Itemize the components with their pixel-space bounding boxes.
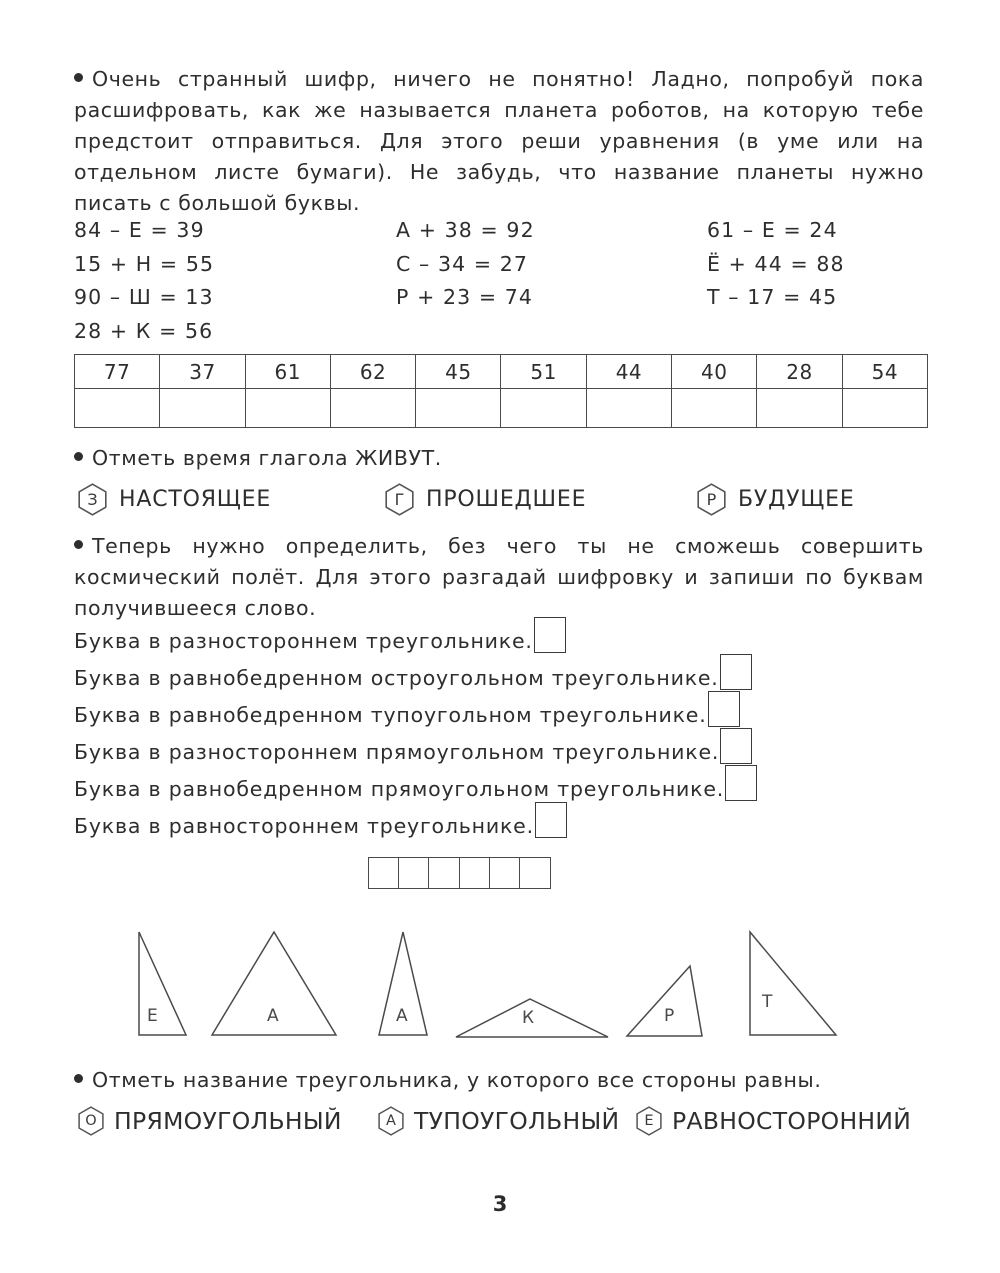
equation: 61 – Е = 24 xyxy=(707,218,838,242)
answer-cell[interactable] xyxy=(428,857,460,889)
equation: 28 + К = 56 xyxy=(74,318,214,343)
option-present[interactable] xyxy=(78,483,271,516)
triangle-label: Т xyxy=(762,992,773,1012)
hexagon-marker-icon[interactable] xyxy=(636,1106,662,1136)
option-past[interactable] xyxy=(385,483,586,516)
clue-line xyxy=(74,737,752,773)
equation: А + 38 = 92 xyxy=(396,218,535,242)
table-cell-answer[interactable] xyxy=(672,389,757,428)
option-label: ТУПОУГОЛЬНЫЙ xyxy=(414,1107,620,1135)
option-marker-letter: А xyxy=(386,1113,396,1129)
equations-column-1 xyxy=(74,214,214,348)
hexagon-marker-icon[interactable] xyxy=(78,483,107,516)
option-label: НАСТОЯЩЕЕ xyxy=(119,486,272,512)
equation: 84 – Е = 39 xyxy=(74,218,205,242)
triangle-r xyxy=(624,964,710,1040)
answer-cell[interactable] xyxy=(489,857,521,889)
table-cell-number: 77 xyxy=(75,355,160,389)
answer-cell[interactable] xyxy=(519,857,551,889)
clue-answer-box[interactable] xyxy=(708,691,740,727)
equations-column-3 xyxy=(707,214,845,315)
final-task-options xyxy=(78,1104,958,1138)
option-rectangular[interactable] xyxy=(78,1106,342,1136)
clue-answer-box[interactable] xyxy=(535,802,567,838)
clue-text: Буква в равнобедренном прямоугольном треугольнике. xyxy=(74,777,725,801)
triangle-label: А xyxy=(396,1006,409,1026)
clue-text: Буква в равнобедренном тупоугольном треугольнике. xyxy=(74,703,707,727)
clue-answer-box[interactable] xyxy=(725,765,757,801)
table-cell-answer[interactable] xyxy=(842,389,927,428)
final-task-text: Отметь название треугольника, у которого все стороны равны. xyxy=(92,1068,822,1092)
table-cell-number: 61 xyxy=(245,355,330,389)
word-answer-strip xyxy=(368,857,551,889)
option-obtuse[interactable] xyxy=(378,1106,619,1136)
hexagon-marker-icon[interactable] xyxy=(78,1106,104,1136)
clue-line xyxy=(74,811,567,847)
clue-text: Буква в разностороннем прямоугольном треугольнике. xyxy=(74,740,720,764)
table-row-numbers xyxy=(75,355,928,389)
bullet-icon xyxy=(74,452,83,461)
answer-cell[interactable] xyxy=(398,857,430,889)
intro-paragraph xyxy=(74,64,924,219)
cipher-task-text: Теперь нужно определить, без чего ты не сможешь совершить космический полёт. Для этого разгадай шифровку и запиши по буквам получившееся слово. xyxy=(74,534,924,620)
clue-text: Буква в равностороннем треугольнике. xyxy=(74,814,534,838)
clue-answer-box[interactable] xyxy=(720,654,752,690)
triangle-a-equilateral xyxy=(210,930,340,1040)
bullet-icon xyxy=(74,540,83,549)
table-cell-answer[interactable] xyxy=(416,389,501,428)
triangle-a-isosceles xyxy=(371,930,435,1040)
final-task-prompt xyxy=(74,1065,944,1096)
table-cell-number: 45 xyxy=(416,355,501,389)
triangle-k xyxy=(454,996,610,1042)
option-marker-letter: Е xyxy=(644,1113,654,1129)
answer-cell[interactable] xyxy=(459,857,491,889)
option-label: ПРЯМОУГОЛЬНЫЙ xyxy=(114,1107,342,1135)
option-equilateral[interactable] xyxy=(636,1106,911,1136)
equation: Р + 23 = 74 xyxy=(396,285,534,309)
answer-cell[interactable] xyxy=(368,857,400,889)
triangle-label: Р xyxy=(664,1006,675,1026)
option-marker-letter: О xyxy=(85,1113,97,1129)
clue-line xyxy=(74,774,757,810)
option-label: БУДУЩЕЕ xyxy=(738,486,855,512)
table-cell-number: 40 xyxy=(672,355,757,389)
table-cell-answer[interactable] xyxy=(160,389,245,428)
table-row-answers xyxy=(75,389,928,428)
clue-answer-box[interactable] xyxy=(720,728,752,764)
verb-task-prompt xyxy=(74,443,924,474)
clue-text: Буква в равнобедренном остроугольном треугольнике. xyxy=(74,666,719,690)
triangle-label: А xyxy=(267,1006,280,1026)
hexagon-marker-icon[interactable] xyxy=(378,1106,404,1136)
hexagon-marker-icon[interactable] xyxy=(385,483,414,516)
intro-text: Очень странный шифр, ничего не понятно! Ладно, попробуй пока расшифровать, как же называется планета роботов, на которую тебе предстоит отправиться. Для этого реши уравнения (в уме или на отдельном листе бумаги). Не забудь, что название планеты нужно писать с большой буквы. xyxy=(74,67,924,215)
equation: С – 34 = 27 xyxy=(396,251,529,276)
table-cell-answer[interactable] xyxy=(501,389,586,428)
triangle-t xyxy=(728,930,840,1040)
table-cell-answer[interactable] xyxy=(330,389,415,428)
table-cell-number: 28 xyxy=(757,355,842,389)
equation: 90 – Ш = 13 xyxy=(74,285,214,309)
clue-line xyxy=(74,700,740,736)
bullet-icon xyxy=(74,73,83,82)
table-cell-answer[interactable] xyxy=(245,389,330,428)
verb-task-text: Отметь время глагола ЖИВУТ. xyxy=(92,446,442,470)
clue-text: Буква в разностороннем треугольнике. xyxy=(74,629,533,653)
hexagon-marker-icon[interactable] xyxy=(697,483,726,516)
triangle-e xyxy=(136,930,192,1040)
page-number: 3 xyxy=(492,1192,508,1216)
clue-line xyxy=(74,626,566,662)
cipher-table xyxy=(74,354,928,428)
bullet-icon xyxy=(74,1074,83,1083)
option-marker-letter: Р xyxy=(706,489,717,509)
option-label: ПРОШЕДШЕЕ xyxy=(426,486,587,512)
table-cell-number: 51 xyxy=(501,355,586,389)
triangles-row xyxy=(120,918,880,1053)
table-cell-number: 44 xyxy=(586,355,671,389)
table-cell-number: 37 xyxy=(160,355,245,389)
cipher-task-paragraph xyxy=(74,531,924,624)
verb-task-options xyxy=(78,481,928,517)
equation: Ё + 44 = 88 xyxy=(707,251,845,276)
option-label: РАВНОСТОРОННИЙ xyxy=(672,1107,912,1135)
table-cell-number: 62 xyxy=(330,355,415,389)
equations-column-2 xyxy=(396,214,535,315)
table-cell-number: 54 xyxy=(842,355,927,389)
triangle-label: К xyxy=(522,1008,535,1028)
option-future[interactable] xyxy=(697,483,855,516)
table-cell-answer[interactable] xyxy=(586,389,671,428)
equation: 15 + Н = 55 xyxy=(74,251,215,276)
table-cell-answer[interactable] xyxy=(75,389,160,428)
triangle-label: Е xyxy=(147,1006,159,1026)
equation: Т – 17 = 45 xyxy=(707,285,838,309)
clue-line xyxy=(74,663,752,699)
clue-answer-box[interactable] xyxy=(534,617,566,653)
table-cell-answer[interactable] xyxy=(757,389,842,428)
option-marker-letter: З xyxy=(87,489,98,509)
option-marker-letter: Г xyxy=(394,489,405,509)
